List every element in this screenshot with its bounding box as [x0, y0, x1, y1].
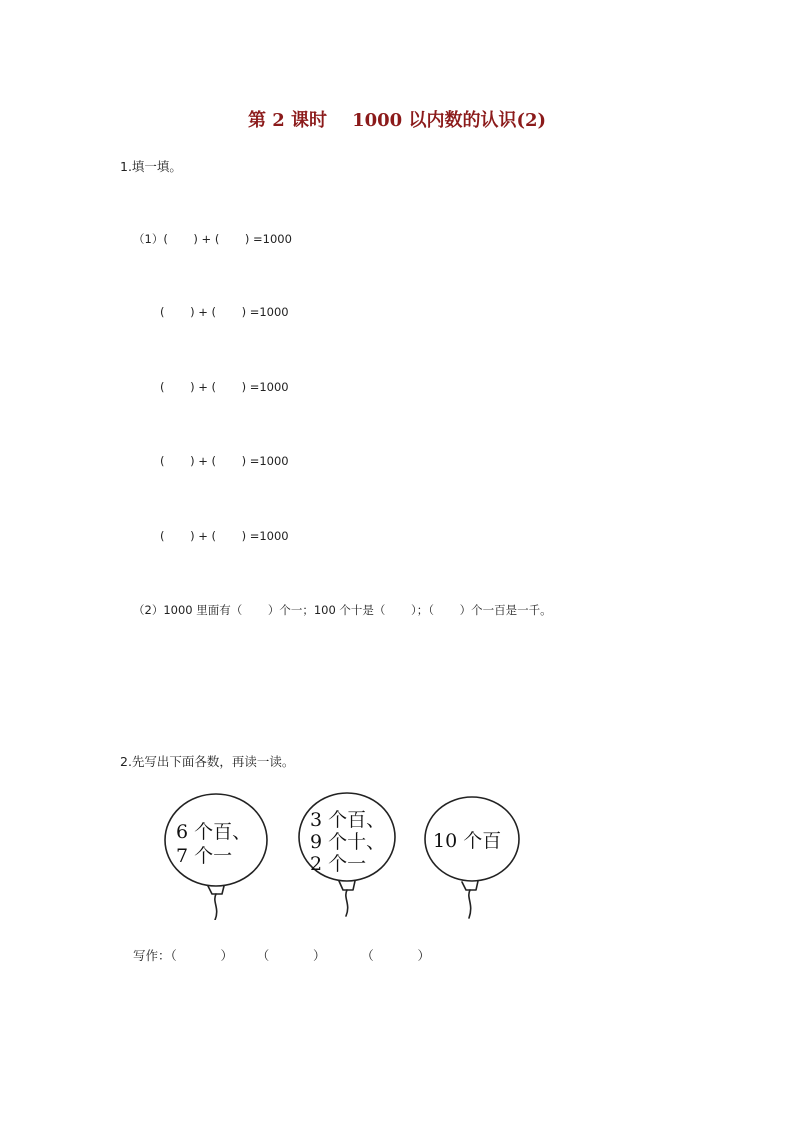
- balloon-2-line-3: 2 个一: [310, 853, 367, 875]
- question-1-heading: 1.填一填。: [120, 159, 182, 174]
- balloon-3-line-1: 10 个百: [433, 830, 502, 852]
- question-1-part-2: （2）1000 里面有（ ）个一；100 个十是（ ）；（ ）个一百是一千。: [133, 603, 552, 617]
- equation-line: ( ) + ( ) =1000: [160, 529, 289, 543]
- balloon-illustration: [150, 790, 530, 920]
- balloon-1-line-2: 7 个一: [176, 845, 233, 867]
- balloon-2-line-1: 3 个百、: [310, 809, 386, 831]
- equation-line: ( ) + ( ) =1000: [160, 305, 289, 319]
- question-2-heading: 2.先写出下面各数，再读一读。: [120, 754, 295, 769]
- balloon-1-line-1: 6 个百、: [176, 821, 252, 843]
- page-title: 第 2 课时 1000 以内数的认识(2): [247, 110, 547, 131]
- write-answer-row: 写作：（ ） （ ） （ ）: [133, 948, 430, 963]
- equation-line: （1）( ) + ( ) =1000: [133, 232, 292, 246]
- equation-line: ( ) + ( ) =1000: [160, 454, 289, 468]
- balloon-3: [425, 797, 519, 918]
- equation-line: ( ) + ( ) =1000: [160, 380, 289, 394]
- balloon-2-line-2: 9 个十、: [310, 831, 386, 853]
